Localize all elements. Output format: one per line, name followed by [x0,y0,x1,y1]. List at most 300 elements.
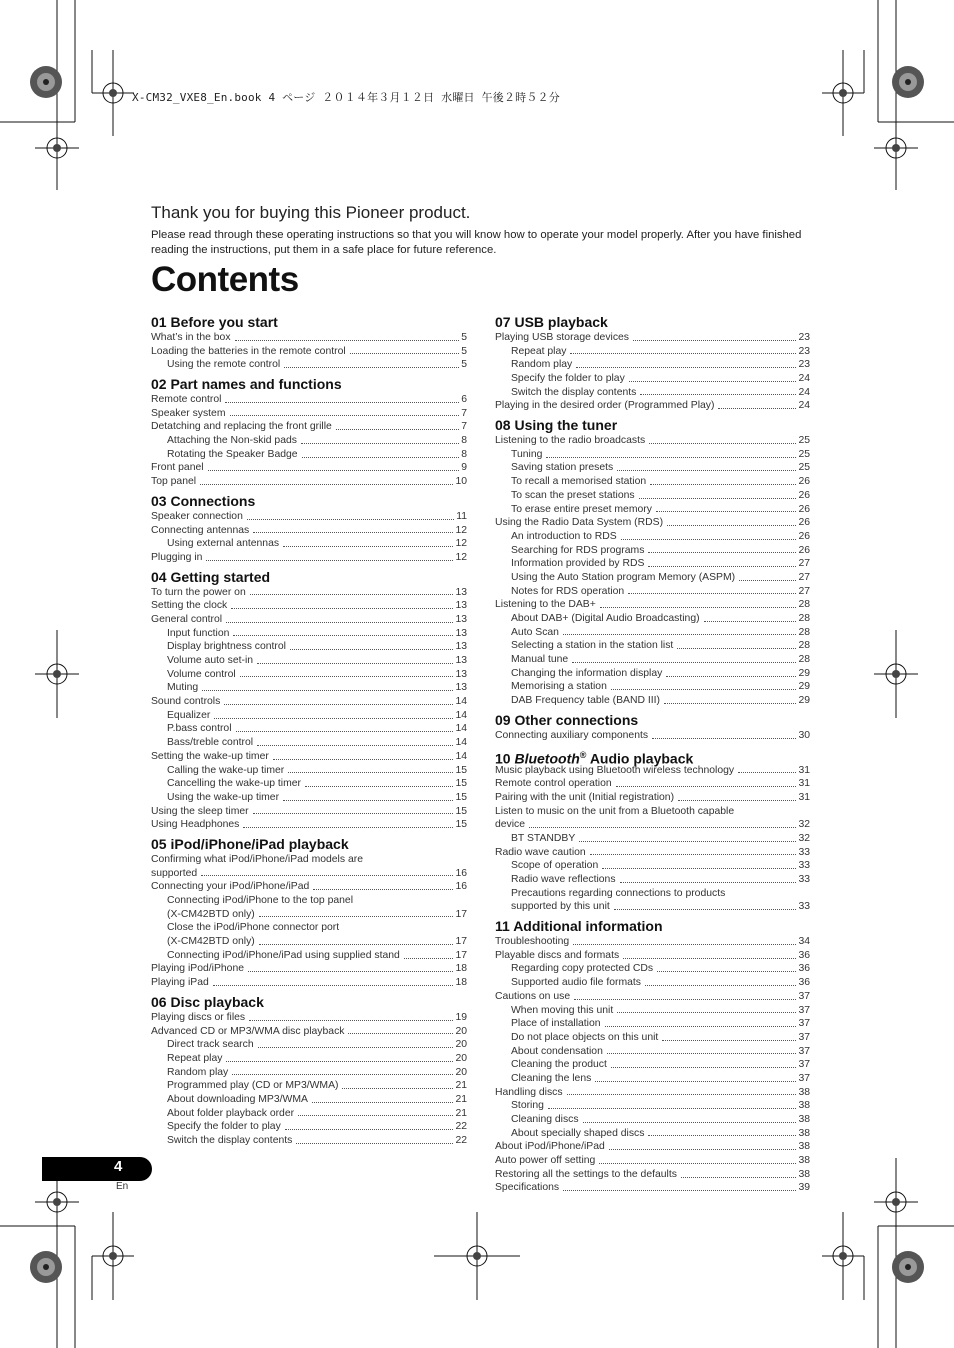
toc-entry-text: Repeat play [167,1052,223,1064]
toc-leader-dots [253,531,453,533]
toc-leader-dots [616,785,797,787]
toc-leader-dots [348,1032,453,1034]
toc-entry-text: About DAB+ (Digital Audio Broadcasting) [511,613,700,625]
toc-page-number: 16 [455,881,467,893]
toc-page-number: 25 [798,462,810,474]
toc-page-number: 20 [455,1039,467,1051]
toc-entry[interactable] [495,1004,810,1018]
toc-entry[interactable] [151,640,467,654]
toc-page-number: 37 [798,1004,810,1016]
toc-entry[interactable] [495,1072,810,1086]
toc-entry[interactable] [151,880,467,894]
toc-leader-dots [225,401,459,403]
toc-entry[interactable] [495,544,810,558]
toc-entry[interactable] [151,668,467,682]
toc-entry[interactable] [495,462,810,476]
toc-entry-text: Supported audio file formats [511,977,641,989]
toc-page-number: 5 [461,345,467,357]
toc-entry-text: Manual tune [511,654,569,666]
page-number: 4 [114,1158,123,1175]
section-title-text: Bluetooth [514,750,580,767]
toc-entry[interactable] [151,867,467,881]
toc-entry[interactable] [151,434,467,448]
toc-entry[interactable] [151,331,467,345]
toc-entry-text: Listening to the radio broadcasts [495,435,646,447]
toc-entry-text: Using external antennas [167,538,280,550]
toc-page-number: 21 [455,1080,467,1092]
section-number: 11 [495,918,510,935]
toc-leader-dots [576,366,796,368]
toc-entry[interactable] [495,516,810,530]
toc-entry[interactable] [151,709,467,723]
toc-leader-dots [645,984,796,986]
toc-entry[interactable] [495,358,810,372]
toc-entry[interactable] [495,963,810,977]
section-title[interactable] [151,313,467,331]
toc-entry-text: Notes for RDS operation [511,585,625,597]
toc-leader-dots [231,607,453,609]
section-title-suffix: Audio playback [589,750,694,767]
section-title-text: Connections [170,492,256,509]
toc-leader-dots [623,957,796,959]
toc-entry[interactable] [495,434,810,448]
toc-leader-dots [666,675,796,677]
toc-entry-text: Muting [167,682,199,694]
toc-entry[interactable] [151,586,467,600]
toc-page-number: 28 [798,626,810,638]
toc-leader-dots [404,957,454,959]
toc-page-number: 28 [798,599,810,611]
toc-entry-text: What’s in the box [151,331,231,343]
toc-leader-dots [573,943,796,945]
toc-entry[interactable] [495,832,810,846]
page-number-tab [42,1157,152,1181]
toc-entry[interactable] [151,420,467,434]
toc-leader-dots [600,606,797,608]
toc-entry[interactable] [495,1182,810,1196]
toc-entry[interactable] [151,627,467,641]
toc-entry[interactable] [151,462,467,476]
toc-leader-dots [259,915,454,917]
toc-leader-dots [233,634,453,636]
toc-leader-dots [633,339,796,341]
toc-entry-text: Random play [511,359,573,371]
toc-leader-dots [611,688,797,690]
toc-entry[interactable] [151,1038,467,1052]
toc-entry[interactable] [495,639,810,653]
toc-page-number: 28 [798,640,810,652]
toc-leader-dots [677,647,796,649]
toc-entry[interactable] [151,551,467,565]
toc-entry[interactable] [495,489,810,503]
toc-entry[interactable] [495,626,810,640]
toc-entry[interactable] [151,764,467,778]
toc-page-number: 22 [455,1135,467,1147]
section-title[interactable] [151,375,467,393]
toc-entry[interactable] [151,1093,467,1107]
toc-entry[interactable] [151,475,467,489]
toc-page-number: 24 [798,386,810,398]
toc-page-number: 26 [798,489,810,501]
toc-leader-dots [214,717,453,719]
toc-entry-text: Switch the display contents [511,386,637,398]
toc-page-number: 38 [798,1114,810,1126]
toc-entry[interactable] [151,963,467,977]
section-title[interactable] [495,917,810,935]
toc-entry[interactable] [151,921,467,935]
toc-entry[interactable] [151,613,467,627]
toc-entry[interactable] [495,372,810,386]
toc-page-number: 25 [798,435,810,447]
toc-entry-text: Using the Radio Data System (RDS) [495,517,664,529]
section-title[interactable] [151,492,467,510]
toc-page-number: 32 [798,819,810,831]
toc-page-number: 34 [798,936,810,948]
section-title-text: Before you start [170,314,278,330]
toc-leader-dots [201,874,453,876]
toc-entry[interactable] [151,723,467,737]
toc-entry[interactable] [495,1127,810,1141]
toc-leader-dots [605,1025,797,1027]
toc-entry-text: Regarding copy protected CDs [511,963,654,975]
toc-entry[interactable] [495,557,810,571]
toc-leader-dots [236,730,454,732]
toc-entry[interactable] [151,358,467,372]
toc-leader-dots [609,1148,797,1150]
toc-entry-text: Cleaning the product [511,1059,607,1071]
toc-entry[interactable] [151,935,467,949]
toc-entry-text: Restoring all the settings to the defaults [495,1168,677,1180]
toc-entry-text: Listening to the DAB+ [495,599,596,611]
toc-entry[interactable] [151,393,467,407]
toc-entry[interactable] [495,1154,810,1168]
toc-entry[interactable] [151,750,467,764]
toc-entry[interactable] [151,537,467,551]
toc-leader-dots [336,428,459,430]
toc-entry[interactable] [495,653,810,667]
toc-leader-dots [301,442,459,444]
section-title-text: Getting started [170,568,271,585]
toc-entry-text: Specify the folder to play [167,1121,281,1133]
toc-entry-text: Connecting iPod/iPhone to the top panel [167,895,354,907]
toc-entry-text: Setting the wake-up timer [151,750,269,762]
toc-leader-dots [617,469,796,471]
toc-leader-dots [704,620,797,622]
toc-entry[interactable] [495,612,810,626]
toc-page-number: 15 [455,778,467,790]
toc-leader-dots [257,744,453,746]
section-title[interactable] [151,835,467,853]
toc-entry[interactable] [495,503,810,517]
toc-entry[interactable] [151,894,467,908]
toc-page-number: 33 [798,860,810,872]
toc-entry[interactable] [495,805,810,819]
toc-leader-dots [284,366,459,368]
toc-entry[interactable] [495,475,810,489]
section-title-text: iPod/iPhone/iPad playback [170,836,349,852]
toc-page-number: 14 [455,709,467,721]
toc-entry-text: Calling the wake-up timer [167,764,285,776]
toc-entry[interactable] [495,694,810,708]
toc-entry[interactable] [151,818,467,832]
section-title-text: Additional information [513,918,663,935]
toc-page-number: 23 [798,331,810,343]
toc-entry[interactable] [151,1079,467,1093]
toc-entry[interactable] [151,1011,467,1025]
toc-entry[interactable] [495,1017,810,1031]
toc-entry[interactable] [495,859,810,873]
toc-entry[interactable] [495,598,810,612]
contents-title: Contents [151,260,299,299]
toc-entry[interactable] [151,524,467,538]
toc-entry-text: Using the wake-up timer [167,791,280,803]
toc-page-number: 22 [455,1121,467,1133]
toc-entry-text: To erase entire preset memory [511,503,652,515]
toc-leader-dots [313,888,453,890]
toc-leader-dots [248,970,453,972]
toc-page-number: 18 [455,977,467,989]
toc-entry-text: Cautions on use [495,990,571,1002]
toc-entry-text: To recall a memorised station [511,476,647,488]
toc-page-number: 29 [798,695,810,707]
toc-page-number: 13 [455,600,467,612]
toc-entry[interactable] [495,386,810,400]
toc-entry-text: Remote control [151,394,222,406]
toc-entry-text: Precautions regarding connections to products [511,887,726,899]
toc-entry[interactable] [151,407,467,421]
toc-page-number: 38 [798,1127,810,1139]
toc-entry[interactable] [495,399,810,413]
toc-leader-dots [206,559,453,561]
section-title[interactable] [495,313,810,331]
toc-entry-text: Tuning [511,448,543,460]
toc-leader-dots [350,352,460,354]
toc-entry[interactable] [151,1120,467,1134]
section-number: 03 [151,492,167,509]
toc-entry[interactable] [151,654,467,668]
toc-page-number: 27 [798,571,810,583]
toc-entry[interactable] [151,448,467,462]
toc-entry-text: Auto power off setting [495,1155,596,1167]
toc-entry-text: DAB Frequency table (BAND III) [511,695,660,707]
toc-entry-text: (X-CM42BTD only) [167,936,255,948]
toc-entry[interactable] [495,331,810,345]
toc-entry[interactable] [151,695,467,709]
toc-entry[interactable] [151,949,467,963]
toc-entry-text: Rotating the Speaker Badge [167,448,298,460]
toc-entry-text: Programmed play (CD or MP3/WMA) [167,1080,339,1092]
toc-entry-text: About iPod/iPhone/iPad [495,1141,605,1153]
toc-leader-dots [202,689,453,691]
toc-entry[interactable] [495,846,810,860]
section-title[interactable] [495,746,810,767]
toc-leader-dots [650,483,796,485]
toc-entry[interactable] [495,1140,810,1154]
toc-entry[interactable] [151,805,467,819]
toc-leader-dots [738,771,796,773]
toc-page-number: 31 [798,791,810,803]
toc-entry-text: Bass/treble control [167,737,254,749]
section-title[interactable] [151,993,467,1011]
toc-page-number: 14 [455,737,467,749]
toc-entry-text: Music playback using Bluetooth wireless technology [495,764,735,776]
toc-entry[interactable] [151,791,467,805]
toc-entry-text: Switch the display contents [167,1135,293,1147]
section-title-text: Disc playback [170,993,264,1010]
section-number: 01 [151,314,167,330]
toc-entry[interactable] [151,1066,467,1080]
section-title-text: USB playback [514,314,608,330]
toc-entry[interactable] [495,887,810,901]
toc-entry-text: Playing discs or files [151,1011,246,1023]
toc-entry-text: About downloading MP3/WMA [167,1093,308,1105]
toc-leader-dots [312,1101,454,1103]
toc-entry[interactable] [495,777,810,791]
toc-entry-text: Using the Auto Station program Memory (ASPM) [511,571,736,583]
toc-entry[interactable] [495,949,810,963]
toc-leader-dots [621,538,797,540]
toc-entry-text: Attaching the Non-skid pads [167,435,297,447]
toc-entry-text: Direct track search [167,1039,254,1051]
toc-entry[interactable] [495,1113,810,1127]
toc-leader-dots [257,662,453,664]
toc-page-number: 38 [798,1168,810,1180]
toc-entry-text: Troubleshooting [495,936,570,948]
toc-column-right [495,310,810,1195]
toc-entry-text: Radio wave caution [495,846,586,858]
toc-entry-text: Input function [167,627,230,639]
toc-page-number: 10 [455,476,467,488]
toc-entry-text: Speaker system [151,407,226,419]
toc-leader-dots [290,648,453,650]
toc-leader-dots [718,407,796,409]
toc-entry[interactable] [495,1058,810,1072]
toc-entry[interactable] [151,908,467,922]
toc-page-number: 27 [798,558,810,570]
toc-entry[interactable] [151,976,467,990]
section-title-text: Other connections [514,711,639,728]
toc-entry[interactable] [495,1031,810,1045]
toc-entry[interactable] [495,1099,810,1113]
toc-entry-text: Pairing with the unit (Initial registration) [495,791,675,803]
toc-entry-text: Searching for RDS programs [511,544,645,556]
toc-entry[interactable] [495,791,810,805]
toc-page-number: 12 [455,524,467,536]
toc-entry-text: Equalizer [167,709,211,721]
toc-entry-text: (X-CM42BTD only) [167,908,255,920]
toc-entry-text: Detatching and replacing the front grille [151,421,332,433]
toc-page-number: 37 [798,1045,810,1057]
toc-entry[interactable] [151,1134,467,1148]
toc-entry[interactable] [495,873,810,887]
toc-leader-dots [529,826,796,828]
toc-leader-dots [288,771,453,773]
toc-leader-dots [563,1189,796,1191]
toc-entry-text: device [495,819,526,831]
toc-entry[interactable] [151,736,467,750]
toc-page-number: 26 [798,476,810,488]
toc-entry[interactable] [495,681,810,695]
toc-page-number: 17 [455,949,467,961]
toc-page-number: 29 [798,681,810,693]
toc-leader-dots [572,661,796,663]
toc-page-number: 15 [455,805,467,817]
toc-leader-dots [602,867,796,869]
toc-page-number: 37 [798,990,810,1002]
toc-leader-dots [273,758,454,760]
toc-entry[interactable] [151,345,467,359]
toc-entry[interactable] [495,530,810,544]
toc-page-number: 21 [455,1093,467,1105]
toc-leader-dots [226,621,453,623]
toc-entry-text: Cleaning discs [511,1114,579,1126]
toc-leader-dots [342,1087,453,1089]
toc-entry[interactable] [151,1025,467,1039]
toc-entry[interactable] [495,345,810,359]
toc-entry[interactable] [495,448,810,462]
toc-entry[interactable] [495,900,810,914]
toc-leader-dots [595,1080,796,1082]
toc-page-number: 26 [798,517,810,529]
toc-entry[interactable] [495,585,810,599]
toc-page-number: 13 [455,641,467,653]
toc-entry[interactable] [151,853,467,867]
toc-entry[interactable] [495,976,810,990]
intro-paragraph: Please read through these operating instructions so that you will know how to operate your model properly. After you have finished reading the instructions, put them in a safe place for future reference. [151,229,802,256]
toc-entry[interactable] [495,1045,810,1059]
toc-leader-dots [648,1134,796,1136]
toc-entry[interactable] [495,571,810,585]
toc-entry-text: Loading the batteries in the remote control [151,345,346,357]
toc-entry[interactable] [495,1168,810,1182]
toc-entry[interactable] [151,1052,467,1066]
toc-entry-text: Using Headphones [151,819,240,831]
toc-page-number: 37 [798,1059,810,1071]
section-title[interactable] [151,568,467,586]
toc-entry-text: Sound controls [151,696,221,708]
toc-leader-dots [664,702,796,704]
toc-entry[interactable] [151,681,467,695]
toc-entry-text: Specifications [495,1182,560,1194]
toc-entry[interactable] [495,818,810,832]
toc-leader-dots [548,1107,797,1109]
toc-entry[interactable] [495,667,810,681]
toc-entry[interactable] [495,1086,810,1100]
section-title[interactable] [495,416,810,434]
toc-entry-text: Close the iPod/iPhone connector port [167,922,340,934]
toc-entry[interactable] [151,510,467,524]
toc-entry-text: Selecting a station in the station list [511,640,674,652]
toc-entry-text: To turn the power on [151,586,246,598]
toc-entry[interactable] [495,729,810,743]
toc-page-number: 36 [798,977,810,989]
toc-entry[interactable] [151,599,467,613]
toc-entry-text: supported [151,867,198,879]
section-title[interactable] [495,711,810,729]
section-number: 08 [495,417,511,434]
toc-entry[interactable] [495,990,810,1004]
toc-page-number: 24 [798,400,810,412]
toc-entry[interactable] [151,777,467,791]
toc-page-number: 7 [461,407,467,419]
toc-entry[interactable] [495,764,810,778]
toc-entry[interactable] [495,935,810,949]
toc-page-number: 5 [461,331,467,343]
toc-page-number: 25 [798,448,810,460]
section-number: 02 [151,376,167,393]
toc-page-number: 32 [798,832,810,844]
toc-entry[interactable] [151,1107,467,1121]
